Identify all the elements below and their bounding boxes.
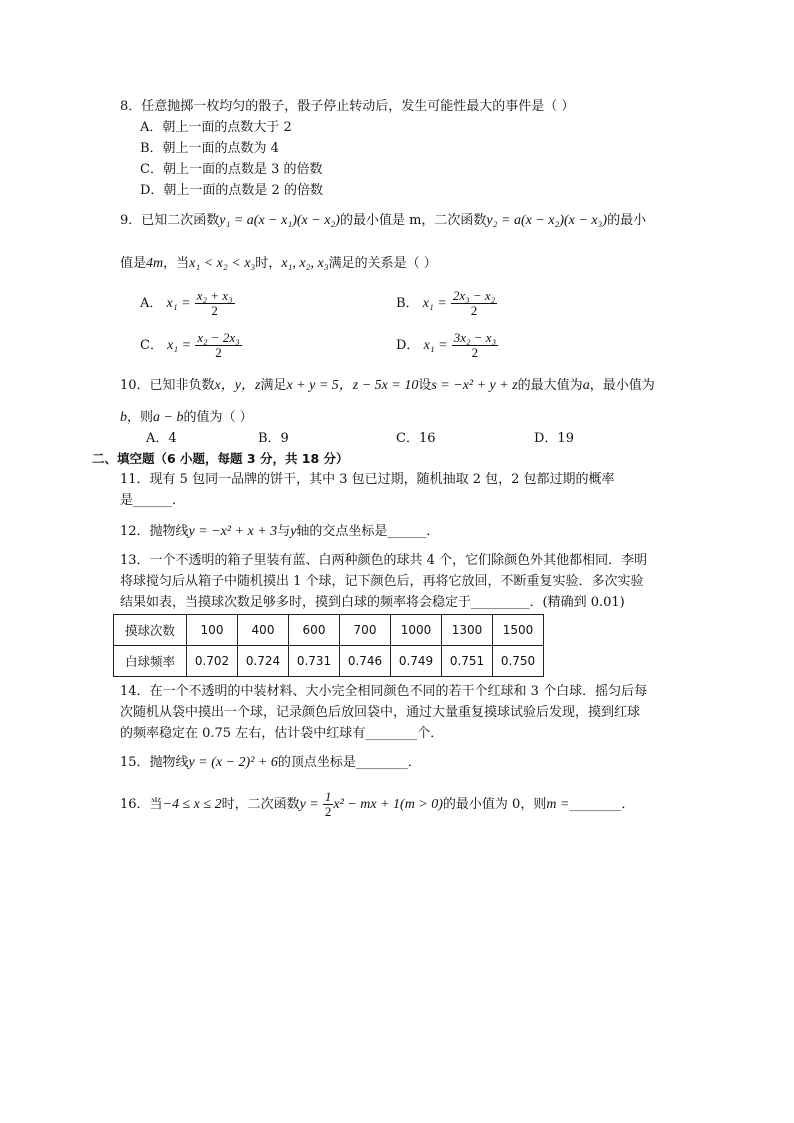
q8-option-c: C．朝上一面的点数是 3 的倍数	[140, 162, 323, 177]
q10-option-b: B．9	[258, 431, 289, 446]
q9-option-b-numerator: 2x₃ − x₂	[452, 288, 496, 303]
q9-stem-line2	[120, 255, 437, 273]
q16-function-lhs: y =	[299, 797, 319, 812]
q14-line2: 次随机从袋中摸出一个球，记录颜色后放回袋中，通过大量重复摸球试验后发现，摸到红球	[120, 705, 641, 720]
q9-option-c-fraction	[195, 331, 241, 360]
q9-option-d-fraction	[452, 331, 498, 360]
table-cell: 0.749	[391, 646, 442, 677]
q16-line	[120, 788, 634, 822]
q9-line2-a: 值是	[120, 256, 147, 271]
q9-option-a-denominator: 2	[211, 303, 218, 318]
table-cell: 0.724	[238, 646, 289, 677]
q9-option-d	[396, 331, 498, 361]
q16-function-rhs: x² − mx + 1(m > 0)	[333, 797, 443, 812]
q16-blank: ________．	[569, 797, 635, 812]
q13-line2: 将球搅匀后从箱子中随机摸出 1 个球，记下颜色后，再将它放回，不断重复实验．多次实验	[120, 574, 644, 589]
q10-stem-line2	[120, 409, 253, 427]
q13-line1: 13．一个不透明的箱子里装有蓝、白两种颜色的球共 4 个，它们除颜色外其他都相同．李明	[120, 553, 648, 568]
table-cell: 0.750	[493, 646, 544, 677]
q13-line3: 结果如表，当摸球次数足够多时，摸到白球的频率将会稳定于_________．(精确到 0.01)	[120, 595, 625, 610]
q8-option-d: D．朝上一面的点数是 2 的倍数	[140, 183, 323, 198]
q9-option-b-fraction	[451, 289, 497, 318]
q15-post: 的顶点坐标是________．	[277, 755, 421, 770]
q9-function-1: y₁ = a(x − x₁)(x − x₂)	[219, 213, 340, 228]
q9-option-b-lhs: x₁ =	[422, 296, 447, 311]
q10-line1-d: 的最大值为	[517, 378, 583, 393]
q8-option-b: B．朝上一面的点数为 4	[140, 141, 279, 156]
q9-line2-b: ，当	[163, 256, 190, 271]
table-row	[114, 646, 544, 677]
q10-option-d: D．19	[534, 431, 574, 446]
q15-function: y = (x − 2)² + 6	[188, 755, 278, 770]
table-cell: 0.751	[442, 646, 493, 677]
table-cell: 0.731	[289, 646, 340, 677]
q9-stem-b: 的最小值是 m，二次函数	[339, 213, 487, 228]
table-row	[114, 615, 544, 646]
q15-pre: 15．抛物线	[120, 755, 189, 770]
q9-option-d-denominator: 2	[471, 345, 479, 360]
q9-option-c-denominator: 2	[215, 345, 222, 360]
q10-line2-d: 的值为（ ）	[183, 410, 253, 425]
q10-variables: x，y，z	[214, 378, 261, 393]
table-header-draws: 摸球次数	[114, 615, 187, 646]
q9-option-a-numerator: x₂ + x₃	[196, 288, 233, 303]
q9-line2-c: 时，	[255, 256, 282, 271]
q16-fraction	[323, 790, 334, 819]
q10-option-a: A．4	[146, 431, 177, 446]
q9-stem-a: 9．已知二次函数	[120, 213, 220, 228]
q10-line2-c: ，则	[127, 410, 154, 425]
q9-option-a	[140, 289, 235, 319]
q16-post: 的最小值为 0，则	[442, 797, 547, 812]
q16-m: m =	[546, 797, 570, 812]
q12-y: y	[290, 524, 297, 539]
table-cell: 700	[340, 615, 391, 646]
q9-option-c-label: C．	[140, 338, 163, 353]
q10-line1-b: 满足	[260, 378, 287, 393]
q10-line1-a: 10．已知非负数	[120, 378, 215, 393]
q9-condition: x₁ < x₂ < x₃	[189, 256, 256, 271]
table-cell: 1500	[493, 615, 544, 646]
q9-option-b-denominator: 2	[470, 303, 478, 318]
table-cell: 100	[187, 615, 238, 646]
q9-line2-d: 满足的关系是（ ）	[328, 256, 437, 271]
q12-post: 轴的交点坐标是______．	[296, 524, 440, 539]
q9-stem-line1	[120, 212, 646, 230]
q16-fraction-denominator: 2	[324, 804, 332, 819]
q10-expression: s = −x² + y + z	[431, 378, 518, 393]
q12-function: y = −x² + x + 3	[188, 524, 278, 539]
table-cell: 1300	[442, 615, 493, 646]
q9-option-a-label: A．	[140, 296, 163, 311]
q10-equation-2: z − 5x = 10	[352, 378, 419, 393]
q11-line1: 11．现有 5 包同一品牌的饼干，其中 3 包已过期，随机抽取 2 包，2 包都过期的概率	[120, 472, 615, 487]
q14-line1: 14．在一个不透明的中装材料、大小完全相同颜色不同的若干个红球和 3 个白球．摇匀后每	[120, 684, 648, 699]
q9-option-d-label: D．	[396, 338, 420, 353]
q16-condition: −4 ≤ x ≤ 2	[162, 797, 222, 812]
q10-line1-c: 设	[418, 378, 432, 393]
q10-a: a	[582, 378, 590, 393]
q9-option-c	[140, 331, 242, 361]
q10-stem-line1	[120, 377, 655, 395]
table-cell: 1000	[391, 615, 442, 646]
table-cell: 600	[289, 615, 340, 646]
q9-function-2: y₂ = a(x − x₂)(x − x₃)	[486, 213, 608, 228]
q9-option-c-lhs: x₁ =	[167, 338, 192, 353]
q10-line1-e: ，最小值为	[589, 378, 655, 393]
q14-line3: 的频率稳定在 0.75 左右，估计袋中红球有________个．	[120, 726, 444, 741]
q13-results-table	[113, 614, 544, 677]
q10-option-c: C．16	[396, 431, 436, 446]
q9-option-b	[396, 289, 497, 319]
q9-option-d-numerator: 3x₂ − x₃	[453, 330, 497, 345]
table-cell: 400	[238, 615, 289, 646]
q16-mid: 时，二次函数	[221, 797, 300, 812]
q9-option-d-lhs: x₁ =	[423, 338, 448, 353]
q10-b: b	[120, 410, 127, 425]
q8-option-a: A．朝上一面的点数大于 2	[140, 120, 292, 135]
q12-mid: 与	[277, 524, 291, 539]
q10-equation-1: x + y = 5，	[286, 378, 353, 393]
q16-pre: 16．当	[120, 797, 163, 812]
q9-option-a-lhs: x₁ =	[166, 296, 191, 311]
table-cell: 0.746	[340, 646, 391, 677]
q16-fraction-numerator: 1	[324, 789, 332, 804]
q9-option-a-fraction	[195, 289, 235, 318]
table-header-frequency: 白球频率	[114, 646, 187, 677]
q15-line	[120, 754, 421, 772]
q9-4m: 4m	[146, 256, 164, 271]
table-cell: 0.702	[187, 646, 238, 677]
section-2-title: 二、填空题（6 小题，每题 3 分，共 18 分）	[92, 451, 349, 466]
q9-vars: x₁, x₂, x₃	[281, 256, 329, 271]
q12-line	[120, 523, 439, 541]
q8-stem: 8．任意抛掷一枚均匀的骰子，骰子停止转动后，发生可能性最大的事件是（ ）	[120, 99, 575, 114]
q9-stem-c: 的最小	[607, 213, 647, 228]
q9-option-c-numerator: x₂ − 2x₃	[197, 330, 240, 345]
q12-pre: 12．抛物线	[120, 524, 189, 539]
q11-line2: 是______．	[120, 493, 186, 508]
q9-option-b-label: B．	[396, 296, 419, 311]
q10-a-minus-b: a − b	[153, 410, 184, 425]
